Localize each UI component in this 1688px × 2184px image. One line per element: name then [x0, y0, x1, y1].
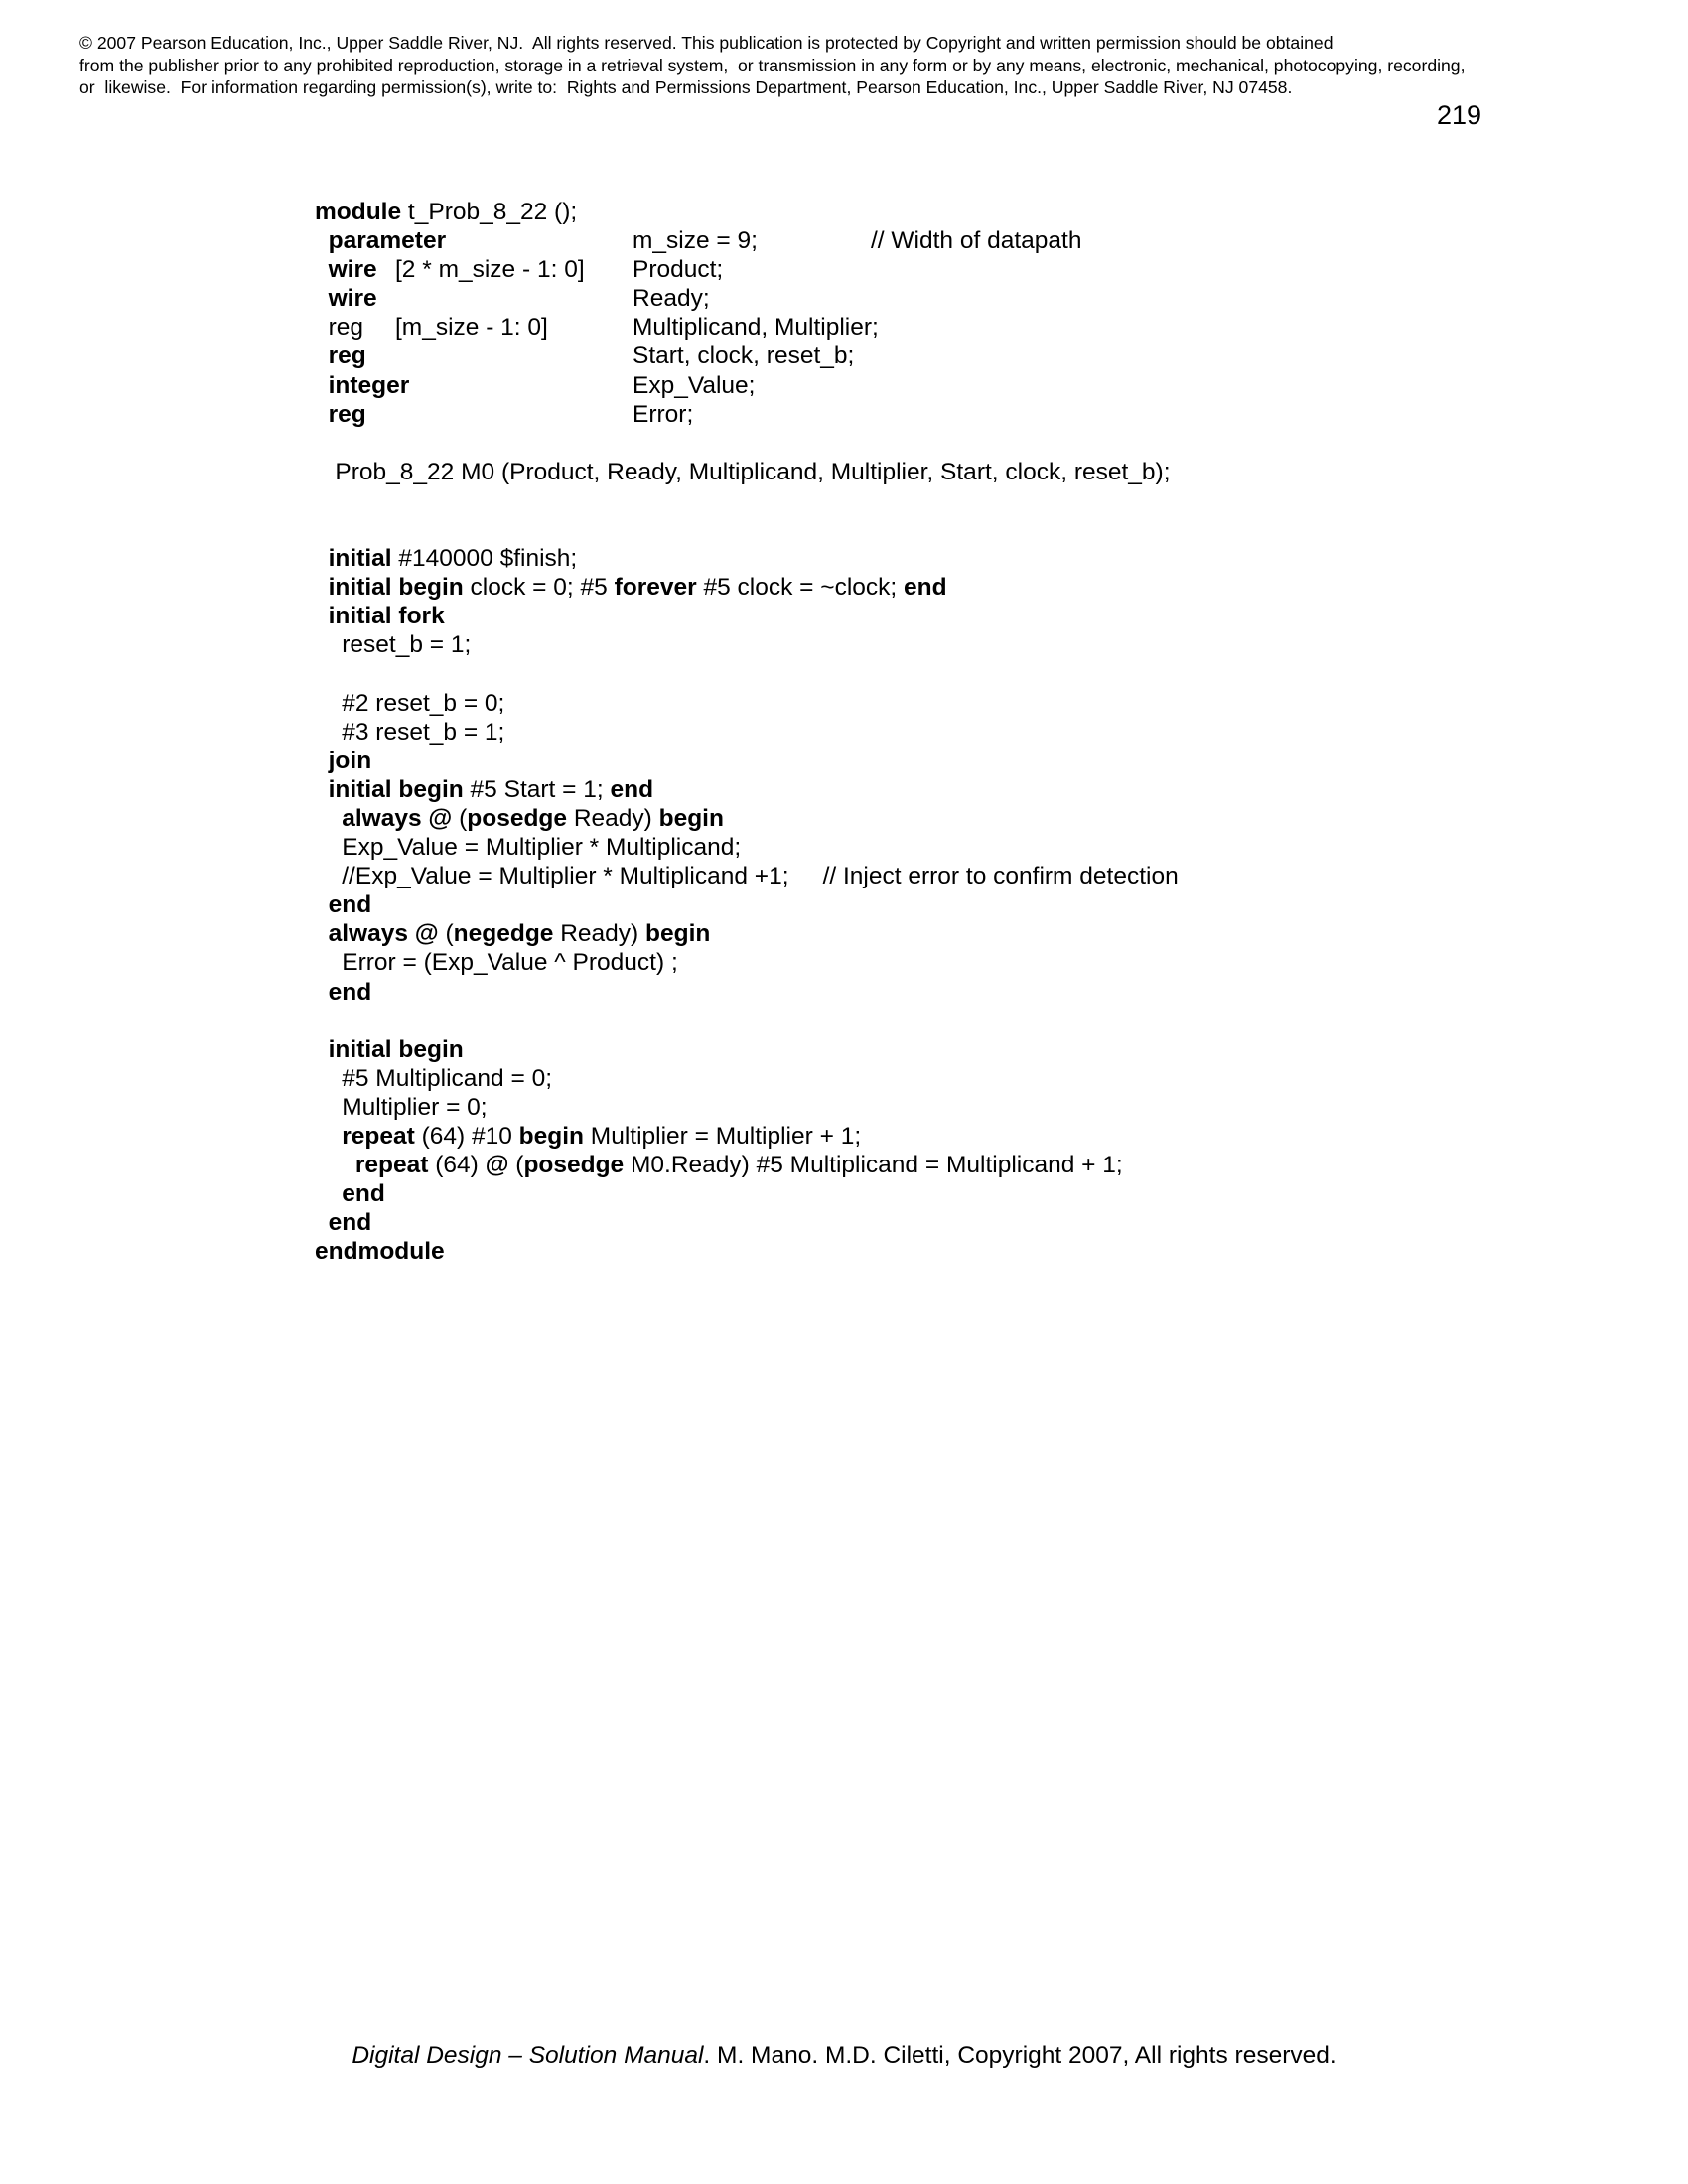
- code-line: [315, 1237, 1407, 1266]
- code-line: [315, 284, 1407, 313]
- decl-name: Multiplicand, Multiplier;: [633, 314, 879, 341]
- code-line: [315, 948, 1407, 977]
- code-text: Multiplier = 0;: [342, 1093, 488, 1121]
- code-line: [315, 341, 1407, 370]
- code-line: [315, 747, 1407, 775]
- keyword: initial fork: [328, 603, 445, 630]
- blank-line: [315, 1007, 1407, 1035]
- copyright-line-3: or likewise. For information regarding permission(s), write to: Rights and Permissions Department, Pearson Education, Inc., Upper Saddle River, NJ 07458.: [79, 77, 1293, 97]
- keyword: begin: [645, 920, 711, 948]
- keyword: wire: [328, 256, 377, 284]
- module-instance: Prob_8_22 M0 (Product, Ready, Multiplicand, Multiplier, Start, clock, reset_b);: [335, 458, 1171, 485]
- code-text: Multiplier = Multiplier + 1;: [584, 1123, 862, 1150]
- code-text: #5 Start = 1;: [463, 775, 611, 803]
- keyword: join: [328, 747, 372, 774]
- code-line: [315, 458, 1407, 486]
- footer-text: . M. Mano. M.D. Ciletti, Copyright 2007, All rights reserved.: [703, 2042, 1336, 2069]
- copyright-notice: [79, 32, 1628, 99]
- keyword: reg: [328, 314, 364, 341]
- code-line: [315, 1093, 1407, 1122]
- decl-name: Exp_Value;: [633, 371, 756, 399]
- page-number: 219: [1437, 100, 1482, 130]
- code-line: [315, 919, 1407, 948]
- code-text: Ready): [567, 804, 659, 832]
- code-line: [315, 255, 1407, 284]
- code-text: Error = (Exp_Value ^ Product) ;: [342, 949, 678, 977]
- keyword: posedge: [523, 1152, 625, 1179]
- keyword: always @: [342, 804, 453, 832]
- copyright-line-1: © 2007 Pearson Education, Inc., Upper Saddle River, NJ. All rights reserved. This publication is protected by Copyright and written permission should be obtained: [79, 33, 1334, 53]
- code-line: [315, 371, 1407, 400]
- decl-name: Error;: [633, 400, 694, 428]
- keyword: negedge: [453, 920, 554, 948]
- keyword: initial begin: [328, 574, 464, 602]
- blank-line: [315, 660, 1407, 689]
- keyword: posedge: [467, 804, 568, 832]
- code-line: [315, 1208, 1407, 1237]
- code-text: #140000 $finish;: [391, 545, 578, 573]
- keyword: parameter: [328, 227, 447, 255]
- code-line: [315, 833, 1407, 862]
- code-text: (: [508, 1152, 524, 1179]
- keyword: initial begin: [328, 1035, 464, 1063]
- decl-name: m_size = 9;: [633, 227, 758, 255]
- decl-name: Ready;: [633, 285, 710, 313]
- code-text: (64): [428, 1152, 486, 1179]
- page-footer: [0, 2041, 1688, 2071]
- keyword: forever: [614, 574, 697, 602]
- code-line: [315, 978, 1407, 1007]
- code-line: [315, 602, 1407, 630]
- code-text: Exp_Value = Multiplier * Multiplicand;: [342, 834, 742, 862]
- code-text: Ready): [553, 920, 646, 948]
- keyword: integer: [328, 371, 410, 399]
- code-comment: //Exp_Value = Multiplier * Multiplicand +1; // Inject error to confirm detection: [342, 863, 1179, 890]
- keyword: end: [328, 1209, 372, 1237]
- keyword: end: [328, 891, 372, 919]
- keyword: begin: [518, 1123, 584, 1150]
- code-line: [315, 400, 1407, 429]
- code-line: [315, 1035, 1407, 1064]
- code-comment: // Width of datapath: [871, 227, 1082, 255]
- blank-line: [315, 486, 1407, 515]
- code-line: [315, 630, 1407, 659]
- keyword: wire: [328, 285, 377, 313]
- code-line: [315, 1151, 1407, 1179]
- code-text: clock = 0; #5: [463, 574, 615, 602]
- keyword: @: [485, 1152, 509, 1179]
- code-text: #5 clock = ~clock;: [696, 574, 905, 602]
- code-line: [315, 544, 1407, 573]
- code-text: reset_b = 1;: [342, 631, 472, 659]
- code-line: [315, 804, 1407, 833]
- code-text: #3 reset_b = 1;: [342, 718, 505, 746]
- code-line: [315, 1122, 1407, 1151]
- keyword: reg: [328, 400, 366, 428]
- keyword: initial: [328, 545, 392, 573]
- code-line: [315, 313, 1407, 341]
- keyword: module: [315, 199, 402, 225]
- keyword: end: [342, 1180, 385, 1208]
- keyword: end: [610, 775, 654, 803]
- code-text: (: [438, 920, 454, 948]
- keyword: always @: [328, 920, 439, 948]
- code-text: #5 Multiplicand = 0;: [342, 1064, 553, 1092]
- code-text: (: [452, 804, 468, 832]
- code-line: [315, 890, 1407, 919]
- code-line: [315, 718, 1407, 747]
- blank-line: [315, 429, 1407, 458]
- keyword: repeat: [354, 1152, 429, 1179]
- decl-range: [2 * m_size - 1: 0]: [395, 256, 585, 284]
- verilog-code-listing: [315, 198, 1407, 1266]
- code-text: #2 reset_b = 0;: [342, 689, 505, 717]
- keyword: endmodule: [315, 1238, 445, 1266]
- keyword: begin: [658, 804, 724, 832]
- decl-name: Start, clock, reset_b;: [633, 342, 855, 370]
- code-text: M0.Ready) #5 Multiplicand = Multiplicand + 1;: [624, 1152, 1123, 1179]
- code-line: [315, 775, 1407, 804]
- keyword: end: [328, 978, 372, 1006]
- keyword: initial begin: [328, 775, 464, 803]
- keyword: repeat: [342, 1123, 415, 1150]
- code-line: [315, 1064, 1407, 1093]
- code-line: [315, 198, 1407, 226]
- book-title: Digital Design – Solution Manual: [352, 2042, 704, 2069]
- code-line: [315, 862, 1407, 890]
- code-line: [315, 1179, 1407, 1208]
- code-line: [315, 573, 1407, 602]
- code-line: [315, 226, 1407, 255]
- blank-line: [315, 515, 1407, 544]
- copyright-line-2: from the publisher prior to any prohibited reproduction, storage in a retrieval system, or transmission in any form or by any means, electronic, mechanical, photocopying, recording,: [79, 55, 1466, 75]
- decl-name: Product;: [633, 256, 724, 284]
- keyword: reg: [328, 342, 366, 370]
- code-text: (64) #10: [414, 1123, 519, 1150]
- keyword: end: [904, 574, 947, 602]
- code-text: t_Prob_8_22 ();: [401, 199, 578, 225]
- code-line: [315, 689, 1407, 718]
- decl-range: [m_size - 1: 0]: [395, 314, 548, 341]
